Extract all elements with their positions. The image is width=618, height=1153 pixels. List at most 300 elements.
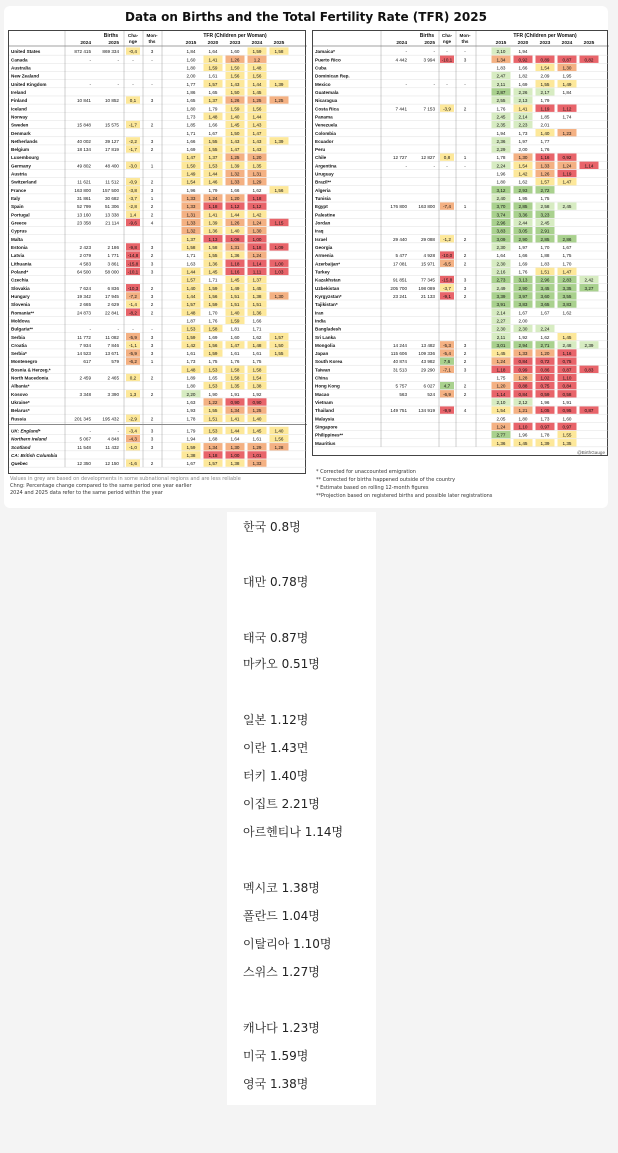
tfr-value: 1,14 bbox=[496, 391, 506, 397]
months-value: 3 bbox=[463, 342, 467, 348]
change-value: -7,1 bbox=[443, 367, 451, 373]
births-2024: 31 861 bbox=[76, 196, 91, 202]
tfr-value: 2,26 bbox=[518, 89, 528, 95]
country-name: Taiwan bbox=[315, 367, 331, 373]
tfr-value: 1,33 bbox=[186, 204, 196, 210]
tfr-value: 1,70 bbox=[540, 245, 550, 250]
tfr-value: 1,71 bbox=[252, 326, 262, 332]
births-2024: 18 134 bbox=[76, 147, 91, 153]
births-2024: 5 757 bbox=[395, 383, 407, 389]
header-months: Mon- bbox=[146, 33, 158, 38]
tfr-value: 3,05 bbox=[518, 228, 528, 234]
births-2024: 163 800 bbox=[74, 187, 91, 193]
country-name: Slovenia bbox=[11, 302, 30, 308]
change-value: - bbox=[446, 163, 448, 169]
country-name: UK: England* bbox=[11, 428, 41, 434]
country-name: Venezuela bbox=[315, 122, 338, 128]
births-2024: - bbox=[405, 49, 407, 55]
months-value: 2 bbox=[463, 106, 467, 112]
tfr-value: 1,37 bbox=[252, 277, 262, 283]
tfr-value: 1,26 bbox=[230, 98, 240, 104]
months-value: 3 bbox=[150, 293, 154, 299]
tfr-value: 1,24 bbox=[252, 220, 262, 226]
tfr-value: 2,73 bbox=[496, 277, 506, 283]
births-2025: 13 482 bbox=[420, 342, 435, 348]
births-2024: 52 799 bbox=[76, 204, 91, 210]
tfr-value: 1,96 bbox=[540, 400, 550, 406]
tfr-value: 1,56 bbox=[208, 293, 218, 299]
header-year: 2023 bbox=[229, 41, 241, 46]
births-2024: 201 345 bbox=[74, 416, 91, 422]
tfr-value: 1,21 bbox=[518, 408, 528, 414]
table-left bbox=[8, 30, 306, 474]
months-value: 2 bbox=[150, 416, 154, 422]
tfr-value: 1,39 bbox=[540, 440, 550, 446]
tfr-value: 1,89 bbox=[186, 375, 196, 381]
births-2025: 22 841 bbox=[104, 310, 119, 316]
tfr-value: 3,39 bbox=[496, 293, 506, 299]
country-name: Brazil** bbox=[315, 179, 332, 185]
tfr-value: 1,93 bbox=[186, 408, 196, 414]
births-2024: 12 350 bbox=[76, 461, 91, 467]
births-2025: - bbox=[433, 81, 435, 87]
tfr-value: 1,60 bbox=[230, 334, 240, 340]
tfr-value: 1,73 bbox=[518, 130, 528, 136]
change-value: -6,2 bbox=[129, 359, 137, 365]
births-2024: 11 548 bbox=[77, 444, 91, 450]
births-2025: 39 127 bbox=[104, 138, 119, 144]
tfr-value: 0,97 bbox=[562, 424, 572, 430]
tfr-value: 1,41 bbox=[208, 212, 218, 218]
change-value: -7,4 bbox=[443, 204, 451, 210]
change-value: -3,7 bbox=[129, 196, 137, 202]
tfr-value: 1,36 bbox=[252, 310, 262, 316]
tfr-value: 1,10 bbox=[562, 375, 572, 381]
tfr-value: 1,77 bbox=[186, 81, 196, 87]
tfr-value: 1,45 bbox=[252, 285, 262, 291]
tfr-value: 1,57 bbox=[208, 81, 218, 87]
tfr-value: 1,59 bbox=[186, 444, 196, 450]
tfr-value: 1,41 bbox=[208, 57, 218, 63]
months-value: 2 bbox=[463, 383, 467, 389]
tfr-value: 1,16 bbox=[230, 269, 240, 275]
country-name: Kosovo bbox=[11, 391, 28, 397]
tfr-value: 1,13 bbox=[208, 236, 218, 242]
change-value: -1,0 bbox=[129, 444, 137, 450]
tfr-value: 2,14 bbox=[496, 310, 506, 316]
change-value: -3,4 bbox=[129, 428, 137, 434]
country-name: Estonia bbox=[11, 245, 28, 250]
tfr-value: 1,42 bbox=[186, 342, 196, 348]
tfr-value: 1,71 bbox=[186, 130, 196, 136]
table-left-grid bbox=[9, 31, 307, 475]
change-value: -2,9 bbox=[129, 416, 137, 422]
tfr-value: 1,69 bbox=[518, 81, 528, 87]
tfr-value: 1,44 bbox=[186, 269, 196, 275]
births-2025: 163 800 bbox=[418, 204, 435, 210]
tfr-value: 1,80 bbox=[186, 65, 196, 71]
tfr-value: 1,38 bbox=[186, 453, 196, 458]
tfr-value: 1,46 bbox=[208, 179, 218, 185]
tfr-value: 1,31 bbox=[252, 171, 262, 177]
tfr-value: 1,74 bbox=[562, 114, 572, 120]
tfr-value: 0,87 bbox=[584, 408, 594, 414]
tfr-value: 1,25 bbox=[252, 98, 262, 104]
tfr-value: 1,45 bbox=[230, 122, 240, 128]
tfr-value: 1,24 bbox=[208, 196, 218, 202]
tfr-value: 1,18 bbox=[208, 453, 218, 458]
months-value: 2 bbox=[463, 293, 467, 299]
tfr-value: 1,65 bbox=[208, 375, 218, 381]
kr-item: 아르헨티나 1.14명 bbox=[243, 825, 344, 839]
header-change: nge bbox=[442, 39, 452, 44]
country-name: Malaysia bbox=[315, 416, 335, 422]
country-name: Switzerland bbox=[11, 179, 37, 185]
country-name: Mongolia bbox=[315, 342, 336, 348]
tfr-value: 1,34 bbox=[230, 408, 240, 414]
header-year: 2024 bbox=[80, 41, 91, 46]
tfr-value: 1,40 bbox=[274, 428, 284, 434]
tfr-value: 2,00 bbox=[518, 147, 528, 153]
kr-item: 마카오 0.51명 bbox=[243, 657, 320, 671]
tfr-value: 1,64 bbox=[208, 49, 218, 55]
change-value: -5,4 bbox=[443, 351, 451, 357]
tfr-value: 1,37 bbox=[186, 236, 196, 242]
tfr-value: 0,99 bbox=[518, 367, 528, 373]
tfr-value: 1,59 bbox=[208, 351, 218, 357]
tfr-value: 1,55 bbox=[274, 351, 284, 357]
change-value: -1,4 bbox=[129, 302, 137, 308]
country-name: Uzbekistan bbox=[315, 285, 340, 291]
country-name: Italy bbox=[11, 196, 21, 202]
change-value: -9,8 bbox=[129, 245, 137, 250]
tfr-value: 1,86 bbox=[186, 89, 196, 95]
change-value: -5,9 bbox=[129, 351, 137, 357]
tfr-value: 1,56 bbox=[274, 436, 284, 442]
tfr-value: 1,70 bbox=[208, 310, 218, 316]
change-value: -7,2 bbox=[129, 293, 137, 299]
header-year: 2024 bbox=[251, 41, 263, 46]
country-name: Belarus* bbox=[11, 408, 30, 414]
tfr-value: 1,57 bbox=[274, 334, 284, 340]
months-value: 3 bbox=[150, 49, 154, 55]
months-value: 2 bbox=[463, 391, 467, 397]
tfr-value: 1,67 bbox=[562, 245, 572, 250]
change-value: -10,1 bbox=[127, 269, 139, 275]
country-name: Greece bbox=[11, 220, 27, 226]
tfr-value: 3,70 bbox=[496, 204, 506, 210]
country-name: Chile bbox=[315, 155, 327, 161]
months-value: - bbox=[464, 81, 466, 87]
tfr-value: 1,66 bbox=[518, 65, 528, 71]
births-2024: - bbox=[405, 81, 407, 87]
country-name: Netherlands bbox=[11, 138, 38, 144]
tfr-value: 1,43 bbox=[252, 138, 262, 144]
tfr-value: 1,47 bbox=[230, 147, 240, 153]
tfr-value: 2,14 bbox=[518, 114, 528, 120]
kr-item: 영국 1.38명 bbox=[243, 1077, 309, 1091]
tfr-value: 1,51 bbox=[208, 416, 218, 422]
change-value: -15,8 bbox=[127, 261, 139, 267]
tfr-value: 1,58 bbox=[274, 49, 284, 55]
tfr-value: 1,60 bbox=[230, 49, 240, 55]
tfr-value: 1,16 bbox=[540, 155, 550, 161]
tfr-value: 1,73 bbox=[186, 359, 196, 365]
footnotes-right bbox=[316, 468, 608, 500]
country-name: Bangladesh bbox=[315, 326, 342, 332]
births-2025: 198 089 bbox=[418, 285, 435, 291]
tfr-value: 1,44 bbox=[252, 114, 262, 120]
tfr-value: 1,29 bbox=[252, 444, 262, 450]
tfr-value: 3,45 bbox=[540, 285, 550, 291]
months-value: 3 bbox=[150, 261, 154, 267]
tfr-value: 1,57 bbox=[540, 179, 550, 185]
tfr-value: 1,75 bbox=[252, 359, 262, 365]
tfr-value: 1,69 bbox=[518, 261, 528, 267]
tfr-value: 1,00 bbox=[252, 236, 262, 242]
births-2024: 31 513 bbox=[392, 367, 407, 373]
tfr-value: 1,53 bbox=[208, 428, 218, 434]
source-tag: @BirthGauge bbox=[577, 449, 605, 455]
tfr-value: 3,35 bbox=[562, 285, 572, 291]
tfr-value: 2,77 bbox=[496, 432, 506, 438]
change-value: -9,6 bbox=[129, 220, 137, 226]
tfr-value: 1,59 bbox=[230, 318, 240, 324]
tfr-value: 1,16 bbox=[562, 351, 572, 357]
births-2024: 4 583 bbox=[79, 261, 91, 267]
change-value: -15,8 bbox=[441, 277, 453, 283]
tfr-value: 1,85 bbox=[186, 122, 196, 128]
months-value: 2 bbox=[150, 204, 154, 210]
tfr-value: 1,30 bbox=[562, 65, 572, 71]
births-2025: 524 bbox=[427, 391, 435, 397]
tfr-value: 1,54 bbox=[496, 408, 506, 414]
tfr-value: 1,70 bbox=[562, 261, 572, 267]
country-name: China bbox=[315, 375, 328, 381]
country-name: Ecuador bbox=[315, 138, 334, 144]
country-name: India bbox=[315, 318, 326, 324]
country-name: Turkey bbox=[315, 269, 330, 275]
tfr-value: 1,66 bbox=[252, 318, 262, 324]
header-year: 2025 bbox=[273, 41, 285, 46]
births-2025: 6 836 bbox=[107, 285, 119, 291]
tfr-value: 1,71 bbox=[186, 253, 196, 259]
tfr-value: 1,55 bbox=[208, 138, 218, 144]
tfr-value: 0,92 bbox=[518, 57, 528, 63]
tfr-value: 1,80 bbox=[518, 416, 528, 422]
tfr-value: 1,12 bbox=[252, 204, 262, 210]
tfr-value: 2,90 bbox=[518, 236, 528, 242]
tfr-value: 3,74 bbox=[496, 212, 506, 218]
births-2025: - bbox=[117, 428, 119, 434]
tfr-value: 1,28 bbox=[274, 444, 284, 450]
tfr-value: 2,85 bbox=[540, 236, 550, 242]
births-2025: 109 336 bbox=[418, 351, 435, 357]
country-name: Ukraine* bbox=[11, 400, 30, 406]
tfr-value: 0,86 bbox=[540, 367, 550, 373]
tfr-value: 1,76 bbox=[518, 269, 528, 275]
change-value: -4,3 bbox=[129, 436, 137, 442]
change-value: -2,8 bbox=[129, 204, 137, 210]
tfr-value: 1,11 bbox=[252, 269, 262, 275]
births-2025: 3 861 bbox=[107, 261, 119, 267]
tfr-value: 1,37 bbox=[208, 155, 218, 161]
months-value: - bbox=[151, 81, 153, 87]
months-value: 3 bbox=[463, 57, 467, 63]
tfr-value: 1,67 bbox=[186, 461, 196, 467]
country-name: Peru bbox=[315, 147, 326, 153]
births-2024: - bbox=[89, 81, 91, 87]
country-name: Moldova bbox=[11, 318, 30, 324]
country-name: Philippines** bbox=[315, 432, 344, 438]
tfr-value: 0,92 bbox=[562, 155, 572, 161]
tfr-value: 3,91 bbox=[496, 302, 506, 308]
tfr-value: 1,03 bbox=[274, 269, 284, 275]
tfr-value: 1,50 bbox=[230, 65, 240, 71]
country-name: Spain bbox=[11, 204, 24, 210]
tfr-value: 0,89 bbox=[540, 57, 550, 63]
tfr-value: 1,59 bbox=[186, 334, 196, 340]
tfr-value: 2,01 bbox=[540, 122, 550, 128]
tfr-value: 1,01 bbox=[252, 453, 262, 458]
tfr-value: 1,75 bbox=[208, 359, 218, 365]
tfr-value: 1,54 bbox=[186, 179, 196, 185]
births-2024: 115 606 bbox=[390, 351, 407, 357]
change-value: -3,9 bbox=[443, 106, 451, 112]
tfr-value: 2,00 bbox=[186, 73, 196, 79]
tfr-value: 1,81 bbox=[230, 326, 240, 332]
tfr-value: 1,75 bbox=[540, 196, 550, 202]
tfr-value: 1,39 bbox=[274, 81, 284, 87]
tfr-value: 1,39 bbox=[208, 220, 218, 226]
country-name: Malta bbox=[11, 236, 23, 242]
tfr-value: 1,38 bbox=[252, 293, 262, 299]
tfr-value: 1,45 bbox=[496, 351, 506, 357]
months-value: 3 bbox=[150, 342, 154, 348]
tfr-value: 1,36 bbox=[230, 253, 240, 259]
tfr-value: 2,49 bbox=[496, 285, 506, 291]
tfr-value: 1,19 bbox=[540, 106, 550, 112]
births-2024: 15 848 bbox=[76, 122, 91, 128]
change-value: - bbox=[446, 81, 448, 87]
country-name: Russia bbox=[11, 416, 27, 422]
country-name: Dominican Rep. bbox=[315, 73, 350, 79]
country-name: Denmark bbox=[11, 130, 31, 136]
tfr-value: 2,10 bbox=[496, 400, 506, 406]
tfr-value: 1,51 bbox=[230, 293, 240, 299]
months-value: 3 bbox=[150, 334, 154, 340]
tfr-value: 1,00 bbox=[274, 261, 284, 267]
tfr-value: 2,96 bbox=[540, 277, 550, 283]
change-value: - bbox=[132, 57, 134, 63]
tfr-value: 1,43 bbox=[252, 122, 262, 128]
footnote-emigration: * Corrected for unaccounted emigration bbox=[316, 469, 416, 475]
tfr-value: 1,36 bbox=[496, 440, 506, 446]
header-year: 2023 bbox=[539, 41, 551, 46]
tfr-value: 1,91 bbox=[562, 400, 572, 406]
tfr-value: 1,28 bbox=[518, 375, 528, 381]
tfr-value: 2,83 bbox=[562, 277, 572, 283]
tfr-value: 1,58 bbox=[208, 326, 218, 332]
tfr-value: 1,76 bbox=[230, 359, 240, 365]
tfr-value: 1,58 bbox=[208, 245, 218, 250]
tfr-value: 2,20 bbox=[186, 391, 196, 397]
tfr-value: 1,22 bbox=[208, 400, 218, 406]
header-year: 2024 bbox=[396, 41, 407, 46]
tfr-value: 1,79 bbox=[540, 98, 550, 104]
months-value: - bbox=[151, 57, 153, 63]
tfr-value: 1,66 bbox=[230, 187, 240, 193]
tfr-value: 1,31 bbox=[186, 212, 196, 218]
tfr-value: 2,35 bbox=[496, 122, 506, 128]
births-2024: 176 800 bbox=[390, 204, 407, 210]
tfr-value: 2,87 bbox=[496, 89, 506, 95]
country-name: Kazakhstan bbox=[315, 277, 341, 283]
tfr-value: 3,83 bbox=[562, 302, 572, 308]
tfr-value: 1,39 bbox=[274, 138, 284, 144]
tfr-value: 1,45 bbox=[252, 89, 262, 95]
country-name: South Korea bbox=[315, 359, 343, 365]
country-name: Bosnia & Herzeg.* bbox=[11, 367, 51, 373]
births-2024: - bbox=[89, 326, 91, 332]
change-value: -1,7 bbox=[129, 147, 137, 153]
country-name: Nicaragua bbox=[315, 98, 338, 104]
months-value: 1 bbox=[150, 196, 154, 202]
change-value: 1,4 bbox=[129, 212, 137, 218]
country-name: Croatia bbox=[11, 342, 27, 348]
country-name: Sri Lanka bbox=[315, 334, 336, 340]
births-2024: 17 081 bbox=[392, 261, 407, 267]
tfr-value: 1,59 bbox=[208, 285, 218, 291]
tfr-value: 2,45 bbox=[562, 204, 572, 210]
tfr-value: 1,56 bbox=[274, 187, 284, 193]
footnotes-left bbox=[10, 476, 306, 497]
tfr-value: 2,16 bbox=[496, 269, 506, 275]
change-value: -1,2 bbox=[443, 236, 451, 242]
change-value: -3,0 bbox=[129, 163, 137, 169]
tfr-value: 2,27 bbox=[496, 318, 506, 324]
tfr-value: 2,00 bbox=[518, 318, 528, 324]
births-2025: 11 082 bbox=[105, 334, 119, 340]
country-name: France bbox=[11, 187, 27, 193]
country-name: Hong Kong bbox=[315, 383, 340, 389]
tfr-value: 2,85 bbox=[518, 204, 528, 210]
tfr-value: 1,59 bbox=[252, 49, 262, 55]
tfr-value: 1,55 bbox=[208, 147, 218, 153]
change-value: -5,3 bbox=[443, 342, 451, 348]
tfr-value: 1,58 bbox=[252, 367, 262, 373]
header-months: Mon- bbox=[459, 33, 471, 38]
country-name: New Zealand bbox=[11, 73, 40, 79]
tfr-value: 1,45 bbox=[518, 440, 528, 446]
country-name: Portugal bbox=[11, 212, 30, 218]
tfr-value: 1,50 bbox=[230, 89, 240, 95]
births-2024: 3 348 bbox=[79, 391, 91, 397]
tfr-value: 1,24 bbox=[496, 424, 506, 430]
change-value: -9,1 bbox=[443, 293, 451, 299]
tfr-value: 1,75 bbox=[562, 253, 572, 259]
country-name: Norway bbox=[11, 114, 28, 120]
footnote-outside-births: ** Corrected for births happened outside of the country bbox=[316, 477, 456, 483]
tfr-value: 3,36 bbox=[518, 212, 528, 218]
table-right bbox=[312, 30, 608, 456]
births-2025: 3 390 bbox=[107, 391, 119, 397]
tfr-value: 1,47 bbox=[252, 130, 262, 136]
header-change: Cha- bbox=[441, 33, 453, 38]
country-name: Montenegro bbox=[11, 359, 38, 365]
births-2024: 29 440 bbox=[392, 236, 407, 242]
births-2024: 11 772 bbox=[77, 334, 91, 340]
